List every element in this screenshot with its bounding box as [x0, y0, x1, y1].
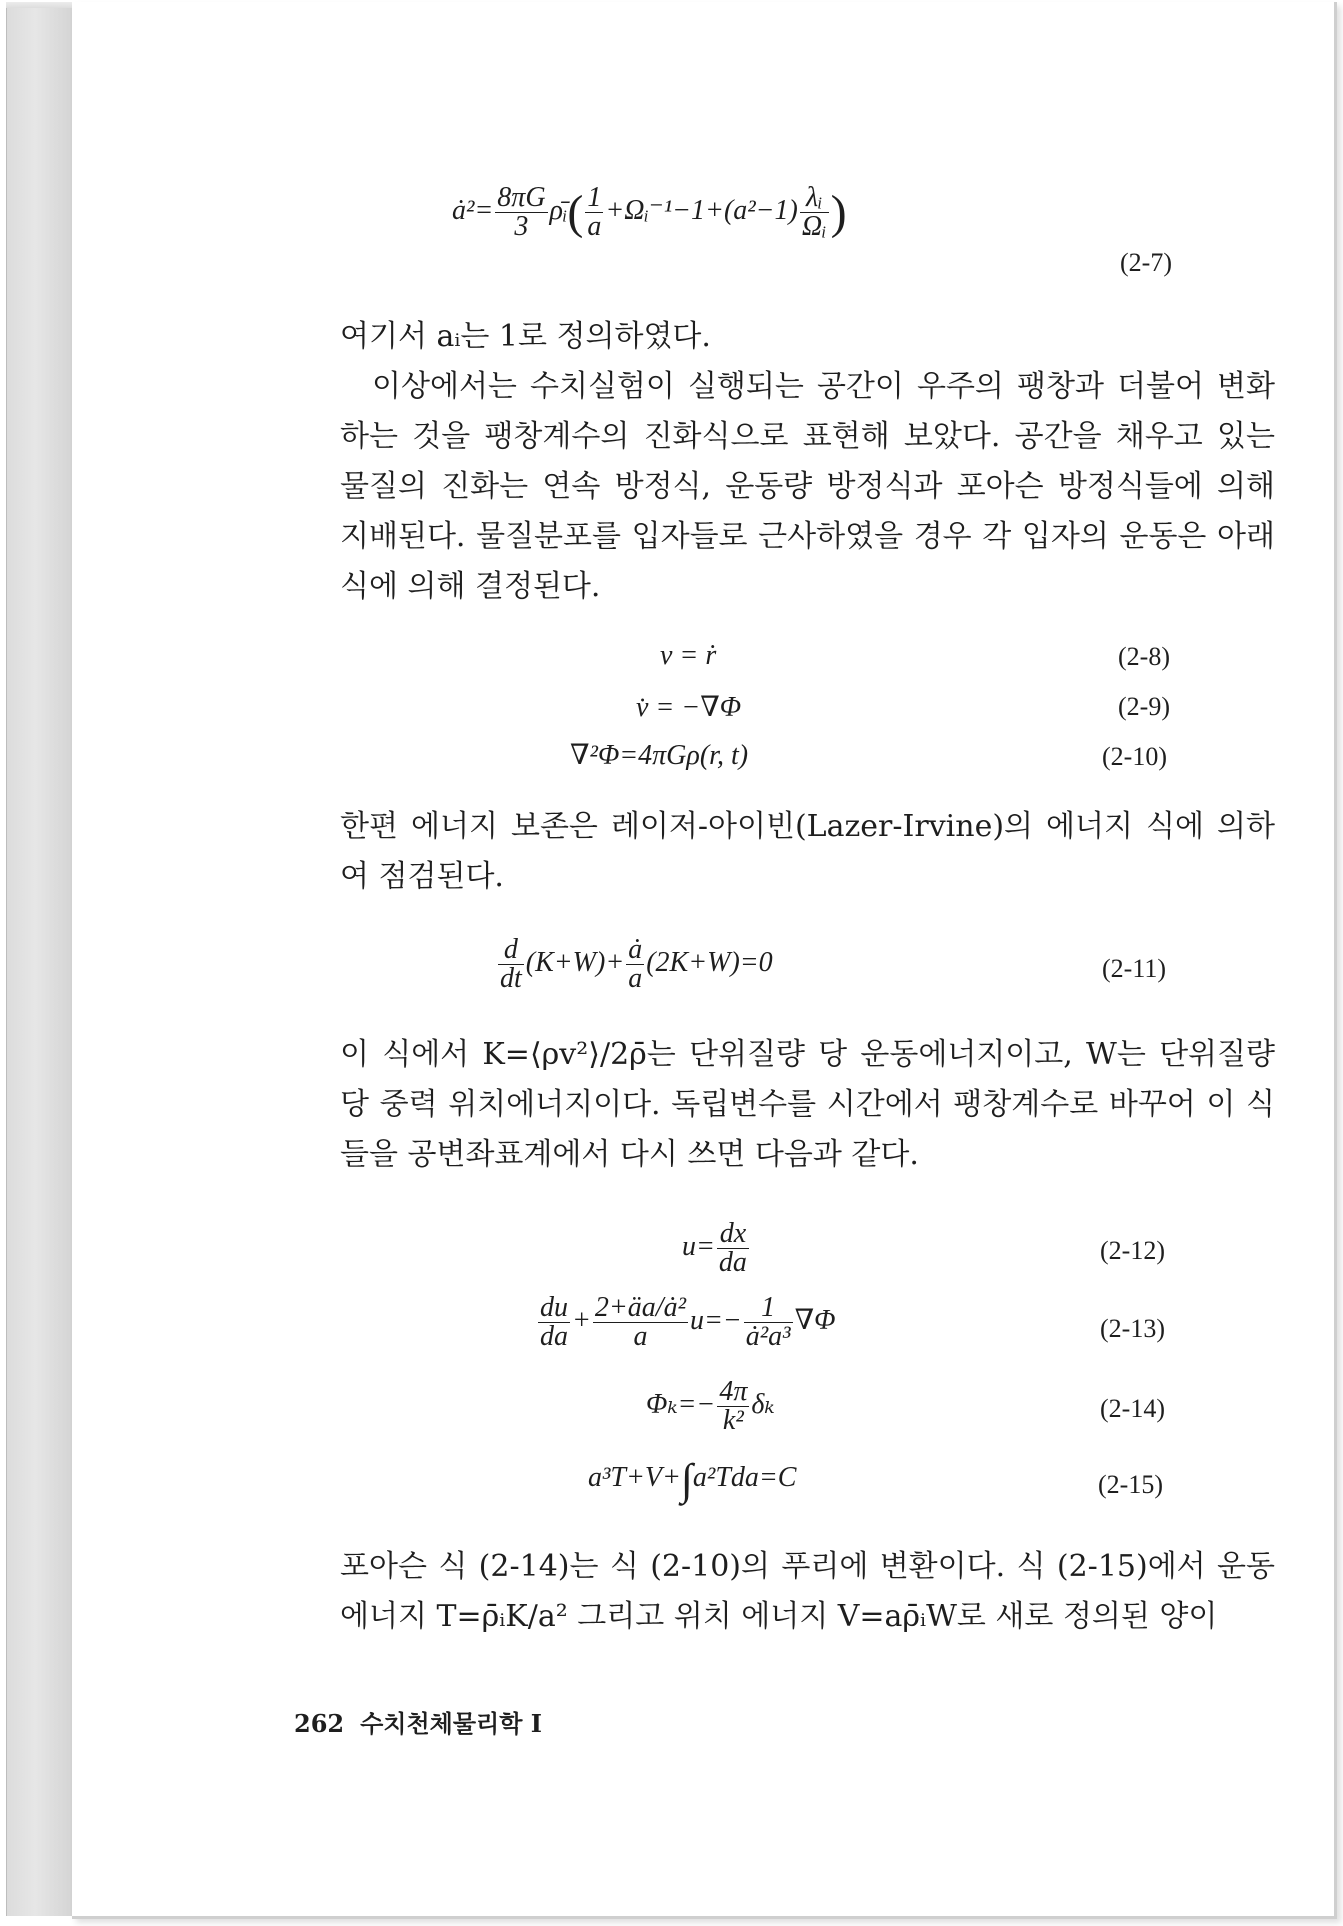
eq-2-12-fraction	[717, 1220, 749, 1277]
eq-2-7-last-num: λᵢ	[800, 184, 829, 213]
equation-2-8: v = ṙ	[660, 640, 717, 671]
book-spine	[6, 8, 77, 1916]
equation-number-2-7: (2-7)	[1120, 248, 1172, 277]
eq-2-12-frac-num: dx	[717, 1220, 749, 1249]
eq-2-11-frac1-num: d	[498, 936, 524, 965]
equation-number-2-13: (2-13)	[1100, 1314, 1165, 1343]
equation-number-2-8: (2-8)	[1118, 642, 1170, 671]
eq-2-12-lhs: u=	[682, 1230, 715, 1262]
eq-2-13-frac2	[593, 1294, 688, 1351]
equation-2-12	[682, 1220, 751, 1277]
equation-2-10: ∇²Φ=4πGρ(r, t)	[570, 740, 749, 771]
eq-2-14-lhs: Φₖ=−	[646, 1388, 716, 1420]
eq-2-11-frac2-num: ȧ	[628, 934, 643, 965]
eq-2-7-frac-den: 3	[514, 211, 529, 242]
equation-number-2-15: (2-15)	[1098, 1470, 1163, 1499]
page-number: 262	[294, 1709, 345, 1738]
equation-2-11	[496, 936, 773, 993]
eq-2-7-inner-fraction	[585, 184, 603, 241]
eq-2-13-frac3-num: 1	[744, 1294, 793, 1323]
eq-2-7-inner-num: 1	[587, 182, 602, 213]
equation-2-14	[646, 1378, 775, 1435]
paragraph-2: 한편 에너지 보존은 레이저-아이빈(Lazer-Irvine)의 에너지 식에 의하여 점검된다.	[340, 809, 1275, 894]
eq-2-15-tail: a²Tda=C	[692, 1461, 797, 1493]
equation-number-2-10: (2-10)	[1102, 742, 1167, 771]
eq-2-7-lhs: ȧ²=	[452, 194, 494, 226]
equation-2-9: v̇ = −∇Φ	[636, 692, 742, 723]
eq-2-7-fraction	[495, 184, 547, 241]
eq-2-7-inner-den: a	[587, 211, 602, 242]
eq-2-14-tail: δₖ	[751, 1388, 775, 1420]
eq-2-14-frac-num: 4π	[719, 1376, 748, 1407]
eq-2-11-frac1-den: dt	[500, 963, 522, 994]
eq-2-13-frac1-num: du	[540, 1292, 568, 1323]
eq-2-11-tail: (2K+W)=0	[646, 946, 773, 978]
eq-2-11-frac1	[498, 936, 524, 993]
eq-2-7-open-paren: (	[567, 186, 584, 239]
eq-2-11-mid: (K+W)+	[525, 946, 625, 978]
eq-2-7-last-den: Ωᵢ	[801, 211, 827, 242]
eq-2-13-frac3-den: ȧ²a³	[745, 1321, 791, 1352]
eq-2-14-frac-den: k²	[722, 1405, 744, 1436]
eq-2-11-frac2-den: a	[628, 963, 643, 994]
page-footer	[294, 1704, 558, 1739]
eq-2-7-middle: +Ωᵢ⁻¹−1+(a²−1)	[605, 194, 798, 226]
text-line-after-2-7: 여기서 aᵢ는 1로 정의하였다.	[340, 319, 711, 354]
equation-number-2-11: (2-11)	[1102, 954, 1167, 983]
eq-2-15-integral-sign: ∫	[680, 1455, 693, 1504]
eq-2-7-close-paren: )	[830, 186, 847, 239]
eq-2-13-frac1	[538, 1294, 570, 1351]
eq-2-7-last-fraction	[800, 184, 829, 241]
paragraph-3: 이 식에서 K=⟨ρv²⟩/2ρ̄는 단위질량 당 운동에너지이고, W는 단위질량 당 중력 위치에너지이다. 독립변수를 시간에서 팽창계수로 바꾸어 이 식들을 공변좌표계에서 다시 쓰면 다음과 같다.	[340, 1037, 1275, 1172]
eq-2-13-frac2-den: a	[633, 1321, 648, 1352]
eq-2-13-frac1-den: da	[540, 1321, 568, 1352]
equation-number-2-12: (2-12)	[1100, 1236, 1165, 1265]
eq-2-13-frac2-num: 2+äa/ȧ²	[594, 1292, 686, 1323]
paragraph-1: 이상에서는 수치실험이 실행되는 공간이 우주의 팽창과 더불어 변화하는 것을 팽창계수의 진화식으로 표현해 보았다. 공간을 채우고 있는 물질의 진화는 연속 방정식, 운동량 방정식과 포아슨 방정식들에 의해 지배된다. 물질분포를 입자들로 근사하였을 경우 각 입자의 운동은 아래 식에 의해 결정된다.	[340, 369, 1275, 604]
eq-2-12-frac-den: da	[718, 1247, 747, 1278]
eq-2-7-rho: ρ̄ᵢ	[549, 194, 568, 226]
equation-number-2-9: (2-9)	[1118, 692, 1170, 721]
eq-2-13-plus: +	[572, 1304, 591, 1336]
book-title: 수치천체물리학 I	[360, 1709, 542, 1738]
paragraph-4: 포아슨 식 (2-14)는 식 (2-10)의 푸리에 변환이다. 식 (2-15)에서 운동에너지 T=ρ̄ᵢK/a² 그리고 위치 에너지 V=aρ̄ᵢW로 새로 정의된 양이	[340, 1549, 1275, 1634]
eq-2-13-mid: u=−	[689, 1304, 742, 1336]
eq-2-13-tail: ∇Φ	[794, 1304, 836, 1336]
book-page	[72, 2, 1337, 1919]
equation-2-13	[536, 1294, 835, 1351]
equation-2-7	[452, 184, 847, 241]
eq-2-11-frac2	[626, 936, 644, 993]
eq-2-14-fraction	[717, 1378, 749, 1435]
equation-2-15	[588, 1454, 796, 1505]
eq-2-7-frac-num: 8πG	[497, 182, 546, 213]
eq-2-15-lhs: a³T+V+	[588, 1461, 681, 1493]
eq-2-13-frac3	[744, 1294, 793, 1351]
equation-number-2-14: (2-14)	[1100, 1394, 1165, 1423]
